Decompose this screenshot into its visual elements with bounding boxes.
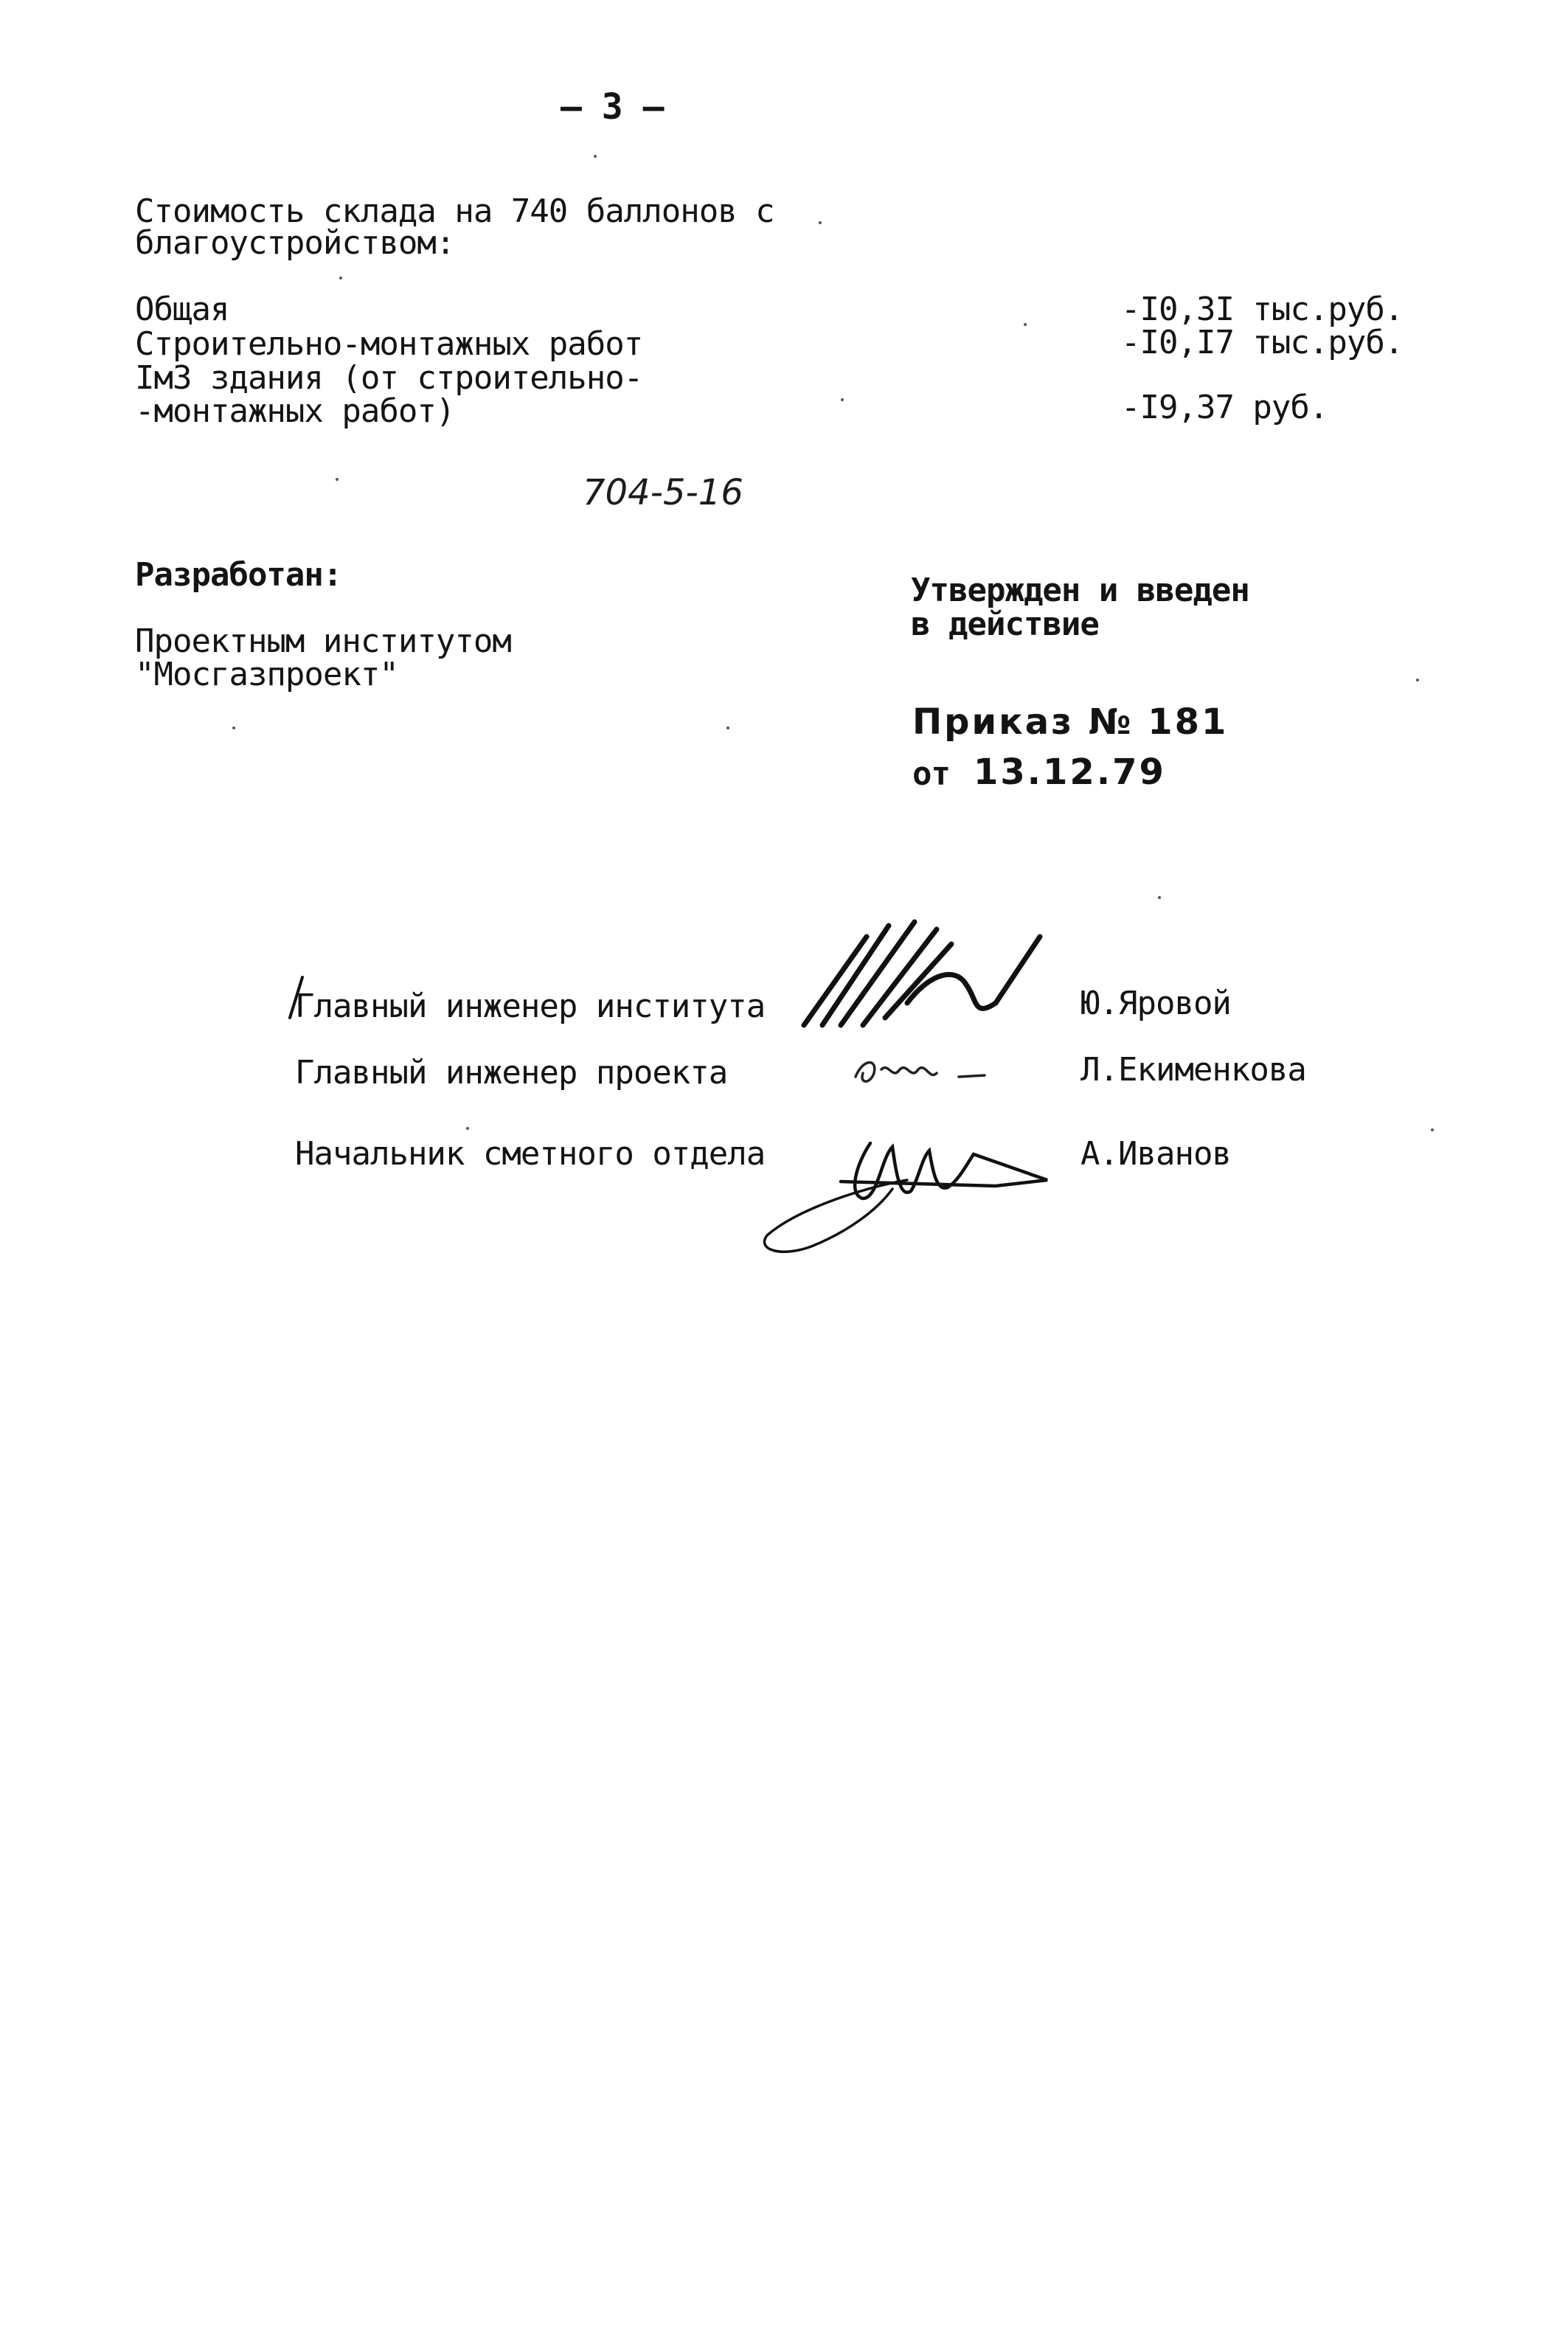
signature-name-chief-engineer-institute: Ю.Яровой [1080,985,1231,1022]
cost-item-per-m3-label-1: Iм3 здания (от строительно- [135,359,643,397]
order-date-prefix: от [912,755,950,793]
signature-scribble-2 [848,1047,996,1099]
scan-speck [1431,1128,1434,1131]
cost-item-total-value: -I0,3I тыс.руб. [1121,291,1404,328]
cost-item-construction-label: Строительно-монтажных работ [135,325,643,363]
order-stamp: Приказ № 181 [912,701,1229,743]
signature-title-chief-engineer-project: Главный инженер проекта [295,1054,728,1092]
signature-scribble-3 [752,1106,1062,1261]
developed-line-2: "Мосгазпроект" [135,656,398,693]
scan-speck [594,155,597,158]
scan-speck [1158,896,1161,899]
scan-speck [1416,679,1419,681]
developed-line-1: Проектным институтом [135,622,511,660]
signature-title-chief-engineer-institute: Главный инженер института [295,988,766,1025]
project-code-handwritten: 704-5-16 [583,472,743,513]
scan-speck [819,221,822,224]
approved-line-2: в действие [911,606,1099,643]
cost-item-total-label: Общая [135,291,229,328]
scan-speck [1024,323,1027,326]
cost-item-per-m3-label-2: -монтажных работ) [135,392,455,430]
developed-heading: Разработан: [135,556,342,594]
cost-heading-line-1: Стоимость склада на 740 баллонов с [135,192,774,230]
scan-speck [336,478,339,481]
scan-speck [232,726,235,729]
scan-speck [339,277,342,280]
approved-line-1: Утвержден и введен [911,572,1249,609]
order-date: 13.12.79 [974,752,1166,793]
page-number: – 3 – [561,86,664,128]
scan-speck [726,726,729,729]
scan-speck [841,398,844,401]
signature-name-chief-engineer-project: Л.Екименкова [1080,1051,1306,1089]
cost-heading-line-2: благоустройством: [135,224,455,262]
cost-item-per-m3-value: -I9,37 руб. [1121,389,1328,426]
cost-item-construction-value: -I0,I7 тыс.руб. [1121,324,1404,361]
signature-name-head-estimate-department: А.Иванов [1080,1135,1231,1173]
scan-speck [466,1127,469,1130]
initial-mark [284,974,313,1025]
signature-scribble-1 [797,915,1047,1040]
signature-title-head-estimate-department: Начальник сметного отдела [295,1135,766,1173]
